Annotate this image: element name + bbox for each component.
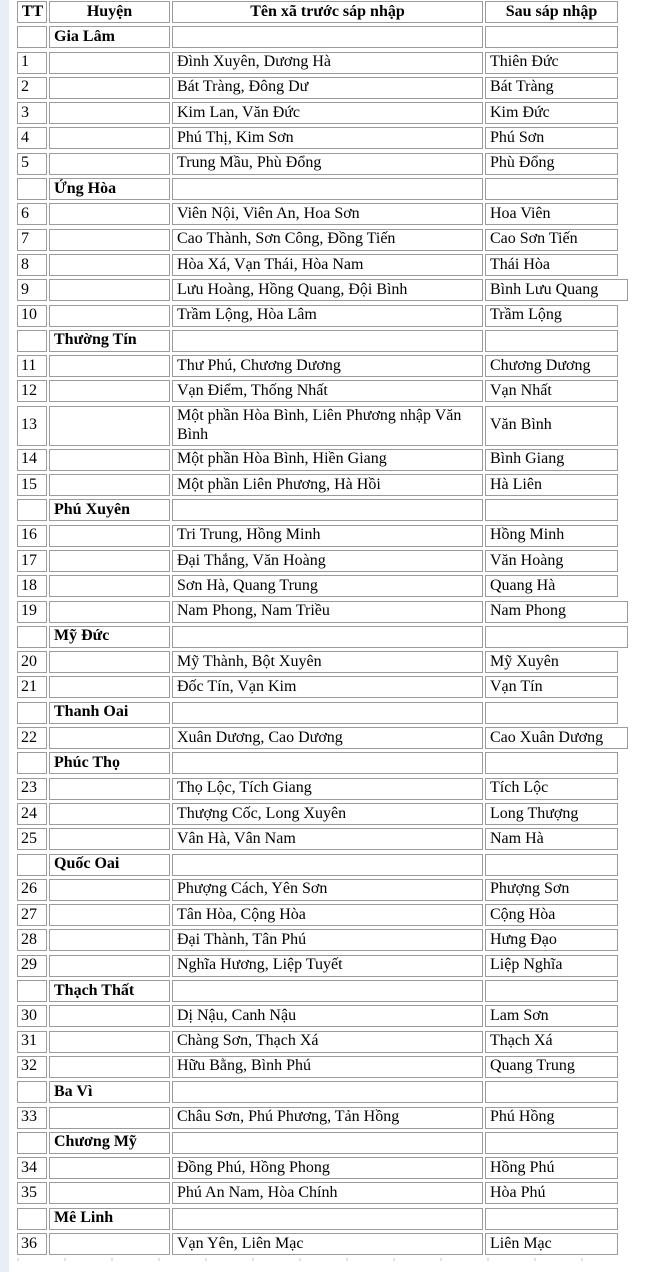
tt-cell: 20 (17, 651, 47, 673)
after-cell: Phú Sơn (485, 127, 618, 149)
data-row (17, 676, 642, 698)
district-cell (49, 676, 170, 698)
before-cell (172, 980, 483, 1002)
before-cell: Dị Nậu, Canh Nậu (172, 1005, 483, 1027)
header-district-cell: Huyện (49, 1, 170, 23)
after-cell: Hà Liên (485, 474, 618, 496)
tt-cell (17, 26, 47, 48)
before-cell: Đại Thành, Tân Phú (172, 929, 483, 951)
district-row (17, 178, 642, 200)
before-cell: Chàng Sơn, Thạch Xá (172, 1031, 483, 1053)
district-cell (49, 474, 170, 496)
data-row (17, 305, 642, 327)
district-cell (49, 229, 170, 251)
district-cell (49, 77, 170, 99)
after-cell: Vạn Nhất (485, 380, 618, 402)
tt-cell: 10 (17, 305, 47, 327)
data-row (17, 778, 642, 800)
after-cell: Thái Hòa (485, 254, 618, 276)
district-name-cell: Thạch Thất (49, 980, 170, 1002)
district-cell (49, 1005, 170, 1027)
before-cell: Vân Hà, Vân Nam (172, 828, 483, 850)
after-cell: Nam Hà (485, 828, 618, 850)
after-cell: Hòa Phú (485, 1182, 618, 1204)
tt-cell: 31 (17, 1031, 47, 1053)
district-cell (49, 127, 170, 149)
data-row (17, 828, 642, 850)
district-cell (49, 153, 170, 175)
before-cell (172, 702, 483, 724)
district-cell (49, 203, 170, 225)
header-before-cell: Tên xã trước sáp nhập (172, 1, 483, 23)
after-cell (485, 1132, 618, 1154)
data-row (17, 803, 642, 825)
district-cell (49, 904, 170, 926)
after-cell: Cộng Hòa (485, 904, 618, 926)
district-cell (49, 1182, 170, 1204)
tt-cell: 3 (17, 102, 47, 124)
after-cell (485, 980, 618, 1002)
district-row (17, 26, 642, 48)
district-name-cell: Mê Linh (49, 1208, 170, 1230)
before-cell: Thọ Lộc, Tích Giang (172, 778, 483, 800)
data-row (17, 102, 642, 124)
tt-cell: 8 (17, 254, 47, 276)
before-cell (172, 752, 483, 774)
district-cell (49, 380, 170, 402)
data-row (17, 1107, 642, 1129)
before-cell (172, 330, 483, 352)
district-row (17, 1132, 642, 1154)
before-cell: Thư Phú, Chương Dương (172, 355, 483, 377)
tt-cell (17, 178, 47, 200)
data-row (17, 77, 642, 99)
data-row (17, 474, 642, 496)
data-row (17, 127, 642, 149)
district-name-cell: Quốc Oai (49, 854, 170, 876)
district-cell (49, 879, 170, 901)
data-row (17, 955, 642, 977)
before-cell: Bát Tràng, Đông Dư (172, 77, 483, 99)
district-cell (49, 305, 170, 327)
tt-cell: 14 (17, 449, 47, 471)
after-cell: Cao Sơn Tiến (485, 229, 618, 251)
before-cell: Sơn Hà, Quang Trung (172, 575, 483, 597)
after-cell (485, 26, 618, 48)
header-tt-cell: TT (17, 1, 47, 23)
data-row (17, 651, 642, 673)
after-cell: Quang Trung (485, 1056, 618, 1078)
district-name-cell: Chương Mỹ (49, 1132, 170, 1154)
data-row (17, 380, 642, 402)
district-cell (49, 1031, 170, 1053)
after-cell: Bát Tràng (485, 77, 618, 99)
district-row (17, 752, 642, 774)
after-cell: Kim Đức (485, 102, 618, 124)
tt-cell: 33 (17, 1107, 47, 1129)
data-row (17, 1005, 642, 1027)
data-row (17, 279, 642, 301)
after-cell: Mỹ Xuyên (485, 651, 618, 673)
tt-cell (17, 626, 47, 648)
tt-cell (17, 1132, 47, 1154)
after-cell (485, 626, 628, 648)
after-cell: Phú Hồng (485, 1107, 618, 1129)
before-cell: Đốc Tín, Vạn Kim (172, 676, 483, 698)
tt-cell (17, 1081, 47, 1103)
tt-cell: 4 (17, 127, 47, 149)
district-cell (49, 449, 170, 471)
data-row (17, 929, 642, 951)
before-cell: Cao Thành, Sơn Công, Đồng Tiến (172, 229, 483, 251)
after-cell (485, 330, 618, 352)
tt-cell: 6 (17, 203, 47, 225)
data-row (17, 1233, 642, 1255)
district-cell (49, 254, 170, 276)
district-cell (49, 1233, 170, 1255)
commune-merger-table (17, 1, 642, 1255)
before-cell: Đình Xuyên, Dương Hà (172, 52, 483, 74)
tt-cell: 36 (17, 1233, 47, 1255)
tt-cell: 19 (17, 601, 47, 623)
data-row (17, 525, 642, 547)
after-cell: Tích Lộc (485, 778, 618, 800)
tt-cell: 5 (17, 153, 47, 175)
after-cell: Chương Dương (485, 355, 618, 377)
district-cell (49, 406, 170, 446)
after-cell (485, 178, 618, 200)
tt-cell: 13 (17, 406, 47, 446)
before-cell: Nam Phong, Nam Triều (172, 601, 483, 623)
district-cell (49, 1056, 170, 1078)
district-cell (49, 601, 170, 623)
tt-cell: 15 (17, 474, 47, 496)
district-name-cell: Mỹ Đức (49, 626, 170, 648)
data-row (17, 229, 642, 251)
tt-cell (17, 702, 47, 724)
after-cell: Long Thượng (485, 803, 618, 825)
after-cell: Bình Giang (485, 449, 618, 471)
after-cell: Cao Xuân Dương (485, 727, 628, 749)
before-cell: Xuân Dương, Cao Dương (172, 727, 483, 749)
tt-cell: 24 (17, 803, 47, 825)
before-cell: Viên Nội, Viên An, Hoa Sơn (172, 203, 483, 225)
data-row (17, 355, 642, 377)
before-cell: Một phần Hòa Bình, Hiền Giang (172, 449, 483, 471)
district-name-cell: Thanh Oai (49, 702, 170, 724)
after-cell: Bình Lưu Quang (485, 279, 628, 301)
before-cell: Phượng Cách, Yên Sơn (172, 879, 483, 901)
district-cell (49, 955, 170, 977)
before-cell (172, 1208, 483, 1230)
tt-cell: 32 (17, 1056, 47, 1078)
district-row (17, 626, 642, 648)
tt-cell: 17 (17, 550, 47, 572)
tt-cell: 26 (17, 879, 47, 901)
tt-cell: 7 (17, 229, 47, 251)
district-cell (49, 550, 170, 572)
district-row (17, 980, 642, 1002)
after-cell: Trầm Lộng (485, 305, 618, 327)
before-cell: Châu Sơn, Phú Phương, Tản Hồng (172, 1107, 483, 1129)
tt-cell (17, 499, 47, 521)
after-cell: Thiên Đức (485, 52, 618, 74)
after-cell: Vạn Tín (485, 676, 618, 698)
after-cell: Thạch Xá (485, 1031, 618, 1053)
district-cell (49, 803, 170, 825)
data-row (17, 1031, 642, 1053)
tt-cell (17, 752, 47, 774)
district-row (17, 330, 642, 352)
tt-cell: 9 (17, 279, 47, 301)
district-name-cell: Phú Xuyên (49, 499, 170, 521)
district-cell (49, 1157, 170, 1179)
before-cell: Một phần Hòa Bình, Liên Phương nhập Văn Bình (172, 406, 483, 446)
district-row (17, 1208, 642, 1230)
district-cell (49, 575, 170, 597)
after-cell: Liên Mạc (485, 1233, 618, 1255)
data-row (17, 1157, 642, 1179)
table-header-row (17, 1, 642, 23)
before-cell (172, 1132, 483, 1154)
commune-merger-document (17, 1, 642, 1264)
after-cell (485, 1081, 618, 1103)
tt-cell: 23 (17, 778, 47, 800)
data-row (17, 879, 642, 901)
data-row (17, 601, 642, 623)
data-row (17, 550, 642, 572)
district-cell (49, 279, 170, 301)
before-cell: Kim Lan, Văn Đức (172, 102, 483, 124)
district-row (17, 854, 642, 876)
before-cell: Tân Hòa, Cộng Hòa (172, 904, 483, 926)
after-cell (485, 499, 618, 521)
before-cell: Mỹ Thành, Bột Xuyên (172, 651, 483, 673)
data-row (17, 1056, 642, 1078)
data-row (17, 1182, 642, 1204)
tt-cell: 11 (17, 355, 47, 377)
after-cell: Liệp Nghĩa (485, 955, 618, 977)
tt-cell: 35 (17, 1182, 47, 1204)
before-cell (172, 26, 483, 48)
page-left-margin-strip (0, 0, 9, 1272)
after-cell: Phù Đổng (485, 153, 618, 175)
before-cell: Một phần Liên Phương, Hà Hồi (172, 474, 483, 496)
after-cell: Hồng Minh (485, 525, 618, 547)
before-cell: Đồng Phú, Hồng Phong (172, 1157, 483, 1179)
tt-cell: 2 (17, 77, 47, 99)
before-cell (172, 854, 483, 876)
before-cell: Vạn Điểm, Thống Nhất (172, 380, 483, 402)
data-row (17, 153, 642, 175)
district-cell (49, 778, 170, 800)
before-cell (172, 499, 483, 521)
after-cell: Quang Hà (485, 575, 618, 597)
after-cell (485, 1208, 618, 1230)
after-cell: Văn Bình (485, 406, 618, 446)
header-after-cell: Sau sáp nhập (485, 1, 618, 23)
district-cell (49, 828, 170, 850)
before-cell (172, 178, 483, 200)
data-row (17, 575, 642, 597)
after-cell: Nam Phong (485, 601, 628, 623)
tt-cell: 22 (17, 727, 47, 749)
tt-cell (17, 980, 47, 1002)
district-name-cell: Thường Tín (49, 330, 170, 352)
tt-cell (17, 330, 47, 352)
data-row (17, 406, 642, 446)
after-cell: Văn Hoàng (485, 550, 618, 572)
data-row (17, 254, 642, 276)
data-row (17, 52, 642, 74)
before-cell: Phú An Nam, Hòa Chính (172, 1182, 483, 1204)
data-row (17, 727, 642, 749)
after-cell: Phượng Sơn (485, 879, 618, 901)
tt-cell: 30 (17, 1005, 47, 1027)
tt-cell: 29 (17, 955, 47, 977)
district-cell (49, 525, 170, 547)
before-cell: Hòa Xá, Vạn Thái, Hòa Nam (172, 254, 483, 276)
data-row (17, 449, 642, 471)
tt-cell: 25 (17, 828, 47, 850)
before-cell: Trầm Lộng, Hòa Lâm (172, 305, 483, 327)
before-cell: Trung Mầu, Phù Đổng (172, 153, 483, 175)
district-cell (49, 929, 170, 951)
tt-cell (17, 854, 47, 876)
district-name-cell: Gia Lâm (49, 26, 170, 48)
before-cell: Đại Thắng, Văn Hoàng (172, 550, 483, 572)
tt-cell (17, 1208, 47, 1230)
after-cell (485, 854, 618, 876)
tt-cell: 16 (17, 525, 47, 547)
after-cell: Hưng Đạo (485, 929, 618, 951)
district-row (17, 1081, 642, 1103)
tt-cell: 1 (17, 52, 47, 74)
before-cell: Lưu Hoàng, Hồng Quang, Đội Bình (172, 279, 483, 301)
data-row (17, 904, 642, 926)
before-cell (172, 626, 483, 648)
after-cell: Hoa Viên (485, 203, 618, 225)
district-row (17, 499, 642, 521)
district-row (17, 702, 642, 724)
district-cell (49, 1107, 170, 1129)
district-name-cell: Ba Vì (49, 1081, 170, 1103)
before-cell: Tri Trung, Hồng Minh (172, 525, 483, 547)
tt-cell: 12 (17, 380, 47, 402)
district-cell (49, 355, 170, 377)
tt-cell: 18 (17, 575, 47, 597)
after-cell: Lam Sơn (485, 1005, 618, 1027)
after-cell (485, 702, 618, 724)
district-cell (49, 651, 170, 673)
tt-cell: 27 (17, 904, 47, 926)
before-cell: Phú Thị, Kim Sơn (172, 127, 483, 149)
before-cell (172, 1081, 483, 1103)
tt-cell: 28 (17, 929, 47, 951)
before-cell: Vạn Yên, Liên Mạc (172, 1233, 483, 1255)
before-cell: Nghĩa Hương, Liệp Tuyết (172, 955, 483, 977)
after-cell (485, 752, 618, 774)
district-cell (49, 52, 170, 74)
district-name-cell: Phúc Thọ (49, 752, 170, 774)
data-row (17, 203, 642, 225)
tt-cell: 34 (17, 1157, 47, 1179)
district-cell (49, 102, 170, 124)
after-cell: Hồng Phú (485, 1157, 618, 1179)
before-cell: Thượng Cốc, Long Xuyên (172, 803, 483, 825)
cutoff-next-row (17, 1258, 618, 1264)
before-cell: Hữu Bằng, Bình Phú (172, 1056, 483, 1078)
district-cell (49, 727, 170, 749)
district-name-cell: Ứng Hòa (49, 178, 170, 200)
tt-cell: 21 (17, 676, 47, 698)
